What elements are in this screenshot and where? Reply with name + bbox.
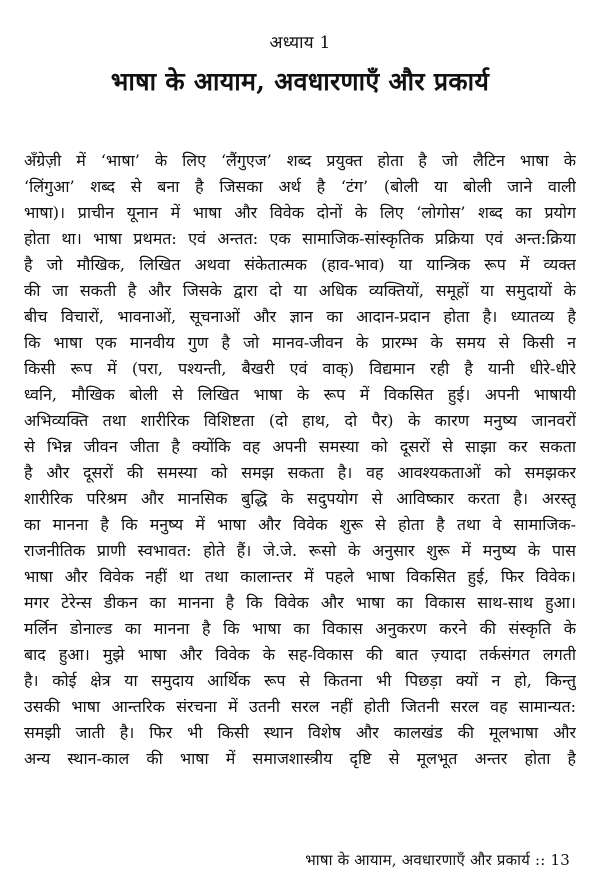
text-line: अँग्रेज़ी में ‘भाषा’ के लिए ‘लैंगुएज’ शब्द प्रयुक्त होता है जो लैटिन भाषा के [24, 151, 576, 170]
text-line: अभिव्यक्ति तथा शारीरिक विशिष्टता (दो हाथ, दो पैर) के कारण मनुष्य जानवरों [24, 411, 576, 430]
text-line: कि भाषा एक मानवीय गुण है जो मानव-जीवन के प्रारम्भ के समय से किसी न [24, 333, 576, 352]
text-line: की जा सकती है और जिसके द्वारा दो या अधिक व्यक्तियों, समूहों या समुदायों के [24, 281, 576, 300]
text-line: समझी जाती है। फिर भी किसी स्थान विशेष और कालखंड की मूलभाषा और [24, 723, 576, 742]
text-line: मर्लिन डोनाल्ड का मानना है कि भाषा का विकास अनुकरण करने की संस्कृति के [24, 619, 576, 638]
text-line: है जो मौखिक, लिखित अथवा संकेतात्मक (हाव-भाव) या यान्त्रिक रूप में व्यक्त [24, 255, 576, 274]
text-line: बीच विचारों, भावनाओं, सूचनाओं और ज्ञान का आदान-प्रदान होता है। ध्यातव्य है [24, 307, 576, 326]
text-line: उसकी भाषा आन्तरिक संरचना में उतनी सरल नहीं होती जितनी सरल वह सामान्यत: [24, 697, 576, 716]
text-line: मगर टेरेन्स डीकन का मानना है कि विवेक और भाषा का विकास साथ-साथ हुआ। [24, 593, 576, 612]
text-line: है। कोई क्षेत्र या समुदाय आर्थिक रूप से कितना भी पिछड़ा क्यों न हो, किन्तु [24, 671, 576, 690]
text-line: राजनीतिक प्राणी स्वभावत: होते हैं। जे.जे. रूसो के अनुसार शुरू में मनुष्य के पास [24, 541, 576, 560]
text-line: शारीरिक परिश्रम और मानसिक बुद्धि के सदुपयोग से आविष्कार करता है। अरस्तू [24, 489, 576, 508]
text-line: किसी रूप में (परा, पश्यन्ती, बैखरी एवं वाक्) विद्यमान रही है यानी धीरे-धीरे [24, 359, 576, 378]
chapter-title: भाषा के आयाम, अवधारणाएँ और प्रकार्य [110, 67, 490, 96]
text-line: अन्य स्थान-काल की भाषा में समाजशास्त्रीय दृष्टि से मूलभूत अन्तर होता है [24, 749, 576, 768]
body-paragraph [24, 148, 576, 772]
text-line: है और दूसरों की समस्या को समझ सकता है। वह आवश्यकताओं को समझकर [24, 463, 576, 482]
text-line: ‘लिंगुआ’ शब्द से बना है जिसका अर्थ है ‘टंग’ (बोली या बोली जाने वाली [24, 177, 576, 196]
chapter-label: अध्याय 1 [269, 33, 331, 53]
text-line: का मानना है कि मनुष्य में भाषा और विवेक शुरू से होता है तथा वे सामाजिक- [24, 515, 576, 534]
running-footer: भाषा के आयाम, अवधारणाएँ और प्रकार्य :: 13 [305, 851, 570, 869]
text-line: से भिन्न जीवन जीता है क्योंकि वह अपनी समस्या को दूसरों से साझा कर सकता [24, 437, 576, 456]
text-line: भाषा और विवेक नहीं था तथा कालान्तर में पहले भाषा विकसित हुई, फिर विवेक। [24, 567, 576, 586]
text-line: भाषा)। प्राचीन यूनान में भाषा और विवेक दोनों के लिए ‘लोगोस’ शब्द का प्रयोग [24, 203, 576, 222]
text-line: होता था। भाषा प्रथमत: एवं अन्तत: एक सामाजिक-सांस्कृतिक प्रक्रिया एवं अन्त:क्रिया [24, 229, 576, 248]
text-line: बाद हुआ। मुझे भाषा और विवेक के सह-विकास की बात ज़्यादा तर्कसंगत लगती [24, 645, 576, 664]
text-line: ध्वनि, मौखिक बोली से लिखित भाषा के रूप में विकसित हुई। अपनी भाषायी [24, 385, 576, 404]
